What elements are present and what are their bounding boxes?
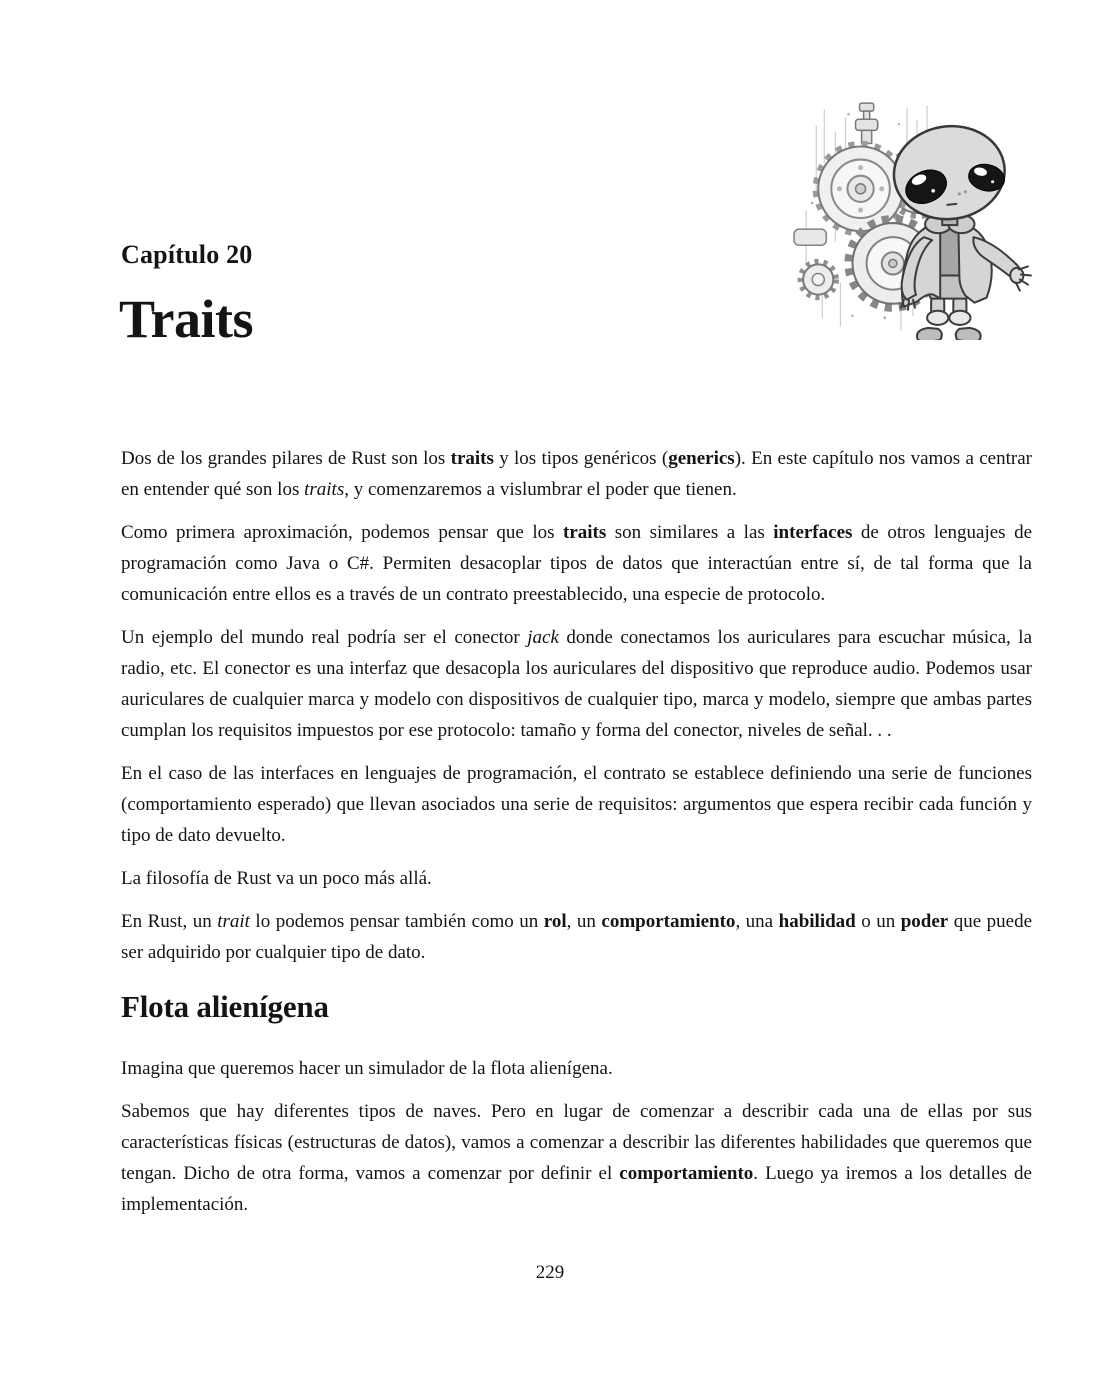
alien-with-gears-illustration bbox=[788, 90, 1038, 340]
paragraph bbox=[121, 1096, 1032, 1220]
text-run: lo podemos pensar también como un bbox=[249, 911, 544, 932]
text-run: . Luego ya iremos a los detalles de implementación. bbox=[121, 1163, 1032, 1215]
paragraph bbox=[121, 1053, 1032, 1084]
text-run: habilidad bbox=[778, 911, 856, 932]
text-run: Dos de los grandes pilares de Rust son los bbox=[121, 448, 451, 469]
text-run: poder bbox=[900, 911, 949, 932]
text-run: , y comenzaremos a vislumbrar el poder que tienen. bbox=[344, 479, 737, 500]
text-run: que puede ser adquirido por cualquier tipo de dato. bbox=[121, 911, 1033, 963]
text-run: comportamiento bbox=[619, 1163, 754, 1184]
paragraph bbox=[121, 622, 1032, 746]
paragraph bbox=[121, 906, 1032, 968]
text-run: En el caso de las interfaces en lenguajes de programación, el contrato se establece definiendo una serie de funciones (comportamiento esperado) que llevan asociados una serie de requisitos: argumentos que espera recibir cada función y tipo de dato devuelto. bbox=[121, 763, 1032, 846]
text-run: son similares a las bbox=[606, 522, 774, 543]
text-run: jack bbox=[527, 627, 559, 648]
text-run: y los tipos genéricos ( bbox=[493, 448, 669, 469]
intro-paragraphs bbox=[121, 443, 1032, 968]
paragraph bbox=[121, 863, 1032, 894]
text-run: traits bbox=[563, 522, 607, 543]
text-run: Como primera aproximación, podemos pensar que los bbox=[121, 522, 563, 543]
text-run: Un ejemplo del mundo real podría ser el conector bbox=[121, 627, 528, 648]
text-run: o un bbox=[855, 911, 901, 932]
paragraph bbox=[121, 443, 1032, 505]
text-run: Imagina que queremos hacer un simulador de la flota alienígena. bbox=[121, 1058, 613, 1079]
text-run: interfaces bbox=[773, 522, 853, 543]
text-run: generics bbox=[668, 448, 735, 469]
text-run: , un bbox=[566, 911, 602, 932]
text-run: , una bbox=[735, 911, 779, 932]
paragraph bbox=[121, 517, 1032, 610]
section-paragraphs bbox=[121, 1053, 1032, 1220]
text-run: rol bbox=[543, 911, 567, 932]
chapter-label: Capítulo 20 bbox=[121, 240, 253, 269]
text-run: La filosofía de Rust va un poco más allá. bbox=[121, 868, 432, 889]
text-run: traits bbox=[450, 448, 494, 469]
text-run: traits bbox=[304, 479, 345, 500]
text-run: En Rust, un bbox=[121, 911, 218, 932]
body-text bbox=[121, 443, 1032, 1220]
text-run: trait bbox=[217, 911, 250, 932]
section-title: Flota alienígena bbox=[121, 989, 329, 1024]
paragraph bbox=[121, 758, 1032, 851]
page-number: 229 bbox=[535, 1262, 565, 1283]
text-run: ). En este capítulo nos vamos a centrar en entender qué son los bbox=[121, 448, 1032, 500]
chapter-title: Traits bbox=[119, 289, 253, 349]
text-run: Sabemos que hay diferentes tipos de naves. Pero en lugar de comenzar a describir cada una de ellas por sus características físicas (estructuras de datos), vamos a comenzar a describir las diferentes habilidades que queremos que tengan. Dicho de otra forma, vamos a comenzar por definir el bbox=[121, 1101, 1032, 1184]
text-run: donde conectamos los auriculares para escuchar música, la radio, etc. El conector es una interfaz que desacopla los auriculares del dispositivo que reproduce audio. Podemos usar auriculares de cualquier marca y modelo con dispositivos de cualquier tipo, marca y modelo, siempre que ambas partes cumplan los requisitos impuestos por ese protocolo: tamaño y forma del conector, niveles de señal. . . bbox=[121, 627, 1032, 741]
text-run: comportamiento bbox=[601, 911, 736, 932]
text-run: de otros lenguajes de programación como Java o C#. Permiten desacoplar tipos de datos que interactúan entre sí, de tal forma que la comunicación entre ellos es a través de un contrato preestablecido, una especie de protocolo. bbox=[121, 522, 1032, 605]
